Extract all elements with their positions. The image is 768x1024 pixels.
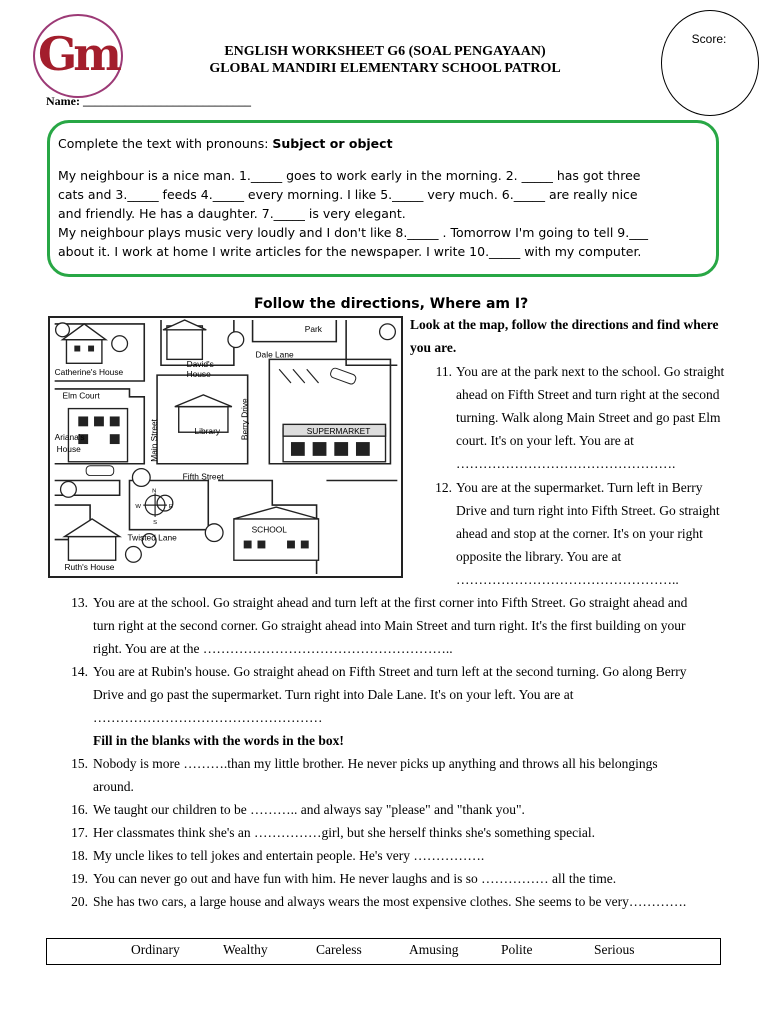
pronoun-text-line: cats and 3._____ feeds 4._____ every morning. I like 5._____ very much. 6._____ are really nice xyxy=(58,187,638,202)
town-map xyxy=(48,316,403,578)
word-bank-item: Wealthy xyxy=(223,942,268,957)
map-label-berry-drive: Berry Drive xyxy=(239,398,250,441)
fill-questions xyxy=(66,752,756,913)
map-heading: Follow the directions, Where am I? xyxy=(254,296,529,312)
map-label-supermarket: SUPERMARKET xyxy=(306,426,371,437)
tree-icon xyxy=(228,332,244,348)
map-label-ruths: Ruth's House xyxy=(64,562,115,573)
logo-text: Gm xyxy=(38,27,118,81)
tree-icon xyxy=(380,324,396,340)
word-bank-item: Careless xyxy=(316,942,362,957)
map-label-library: Library xyxy=(194,426,221,437)
map-instruction: Look at the map, follow the directions and find where you are. xyxy=(410,317,719,355)
map-label-dale-lane: Dale Lane xyxy=(255,349,294,360)
car-icon xyxy=(329,367,356,385)
fill-blanks-heading: Fill in the blanks with the words in the box! xyxy=(93,733,344,748)
word-bank-item: Amusing xyxy=(409,942,459,957)
question-15: 15. Nobody is more ……….than my little brother. He never picks up anything and throws all his belongings around. xyxy=(71,756,658,794)
map-label-ariana-2: House xyxy=(56,443,81,454)
map-label-davids-2: House xyxy=(186,369,211,380)
tree-icon xyxy=(112,336,128,352)
question-20: 20. She has two cars, a large house and always wears the most expensive clothes. She seems to be very…………. xyxy=(71,894,687,909)
pronoun-text-line: and friendly. He has a daughter. 7._____ is very elegant. xyxy=(58,206,406,221)
map-label-elm-court: Elm Court xyxy=(62,390,100,401)
car-icon xyxy=(86,466,114,476)
question-18: 18. My uncle likes to tell jokes and entertain people. He's very ……………. xyxy=(71,848,485,863)
question-16: 16. We taught our children to be ……….. and always say "please" and "thank you". xyxy=(71,802,525,817)
school-name: GLOBAL MANDIRI ELEMENTARY SCHOOL PATROL xyxy=(209,61,561,76)
pronoun-text-line: about it. I work at home I write articles for the newspaper. I write 10._____ with my computer. xyxy=(58,244,642,259)
question-19: 19. You can never go out and have fun with him. He never laughs and is so …………… all the time. xyxy=(71,871,617,886)
map-label-twisted-lane: Twisted Lane xyxy=(127,532,177,543)
compass-e: E xyxy=(168,504,173,511)
word-bank-item: Polite xyxy=(501,942,533,957)
word-bank-item: Ordinary xyxy=(131,942,180,957)
tree-icon xyxy=(132,469,150,487)
pronoun-instruction: Complete the text with pronouns: Subject or object xyxy=(58,136,393,151)
tree-icon xyxy=(61,481,77,497)
map-label-ariana: Ariana's xyxy=(54,432,85,443)
david-house-icon xyxy=(167,326,202,359)
map-label-park: Park xyxy=(304,323,322,334)
name-field-label: Name: ____________________________ xyxy=(46,94,251,108)
compass-w: W xyxy=(135,504,141,511)
pronoun-text-line: My neighbour is a nice man. 1._____ goes to work early in the morning. 2. _____ has got three xyxy=(58,168,641,183)
ruth-house-icon xyxy=(68,537,115,561)
tree-icon xyxy=(205,524,223,542)
catherine-house-icon xyxy=(66,340,101,364)
compass-n: N xyxy=(152,488,157,495)
tree-icon xyxy=(126,546,142,562)
map-label-davids: David's xyxy=(186,359,214,370)
score-circle xyxy=(661,10,759,116)
map-label-catherine: Catherine's House xyxy=(54,367,124,378)
word-bank-item: Serious xyxy=(594,942,635,957)
map-label-school: SCHOOL xyxy=(251,524,287,535)
map-label-fifth-street: Fifth Street xyxy=(182,471,224,482)
question-17: 17. Her classmates think she's an ……………girl, but she herself thinks she's something special. xyxy=(71,825,596,840)
compass-s: S xyxy=(153,519,158,526)
score-label: Score: xyxy=(691,32,727,46)
pronoun-text-line: My neighbour plays music very loudly and I don't like 8._____ . Tomorrow I'm going to tell 9.___ xyxy=(58,225,648,240)
worksheet-title: ENGLISH WORKSHEET G6 (SOAL PENGAYAAN) xyxy=(224,44,546,59)
tree-icon xyxy=(56,323,70,337)
map-label-main-street: Main Street xyxy=(149,419,160,462)
